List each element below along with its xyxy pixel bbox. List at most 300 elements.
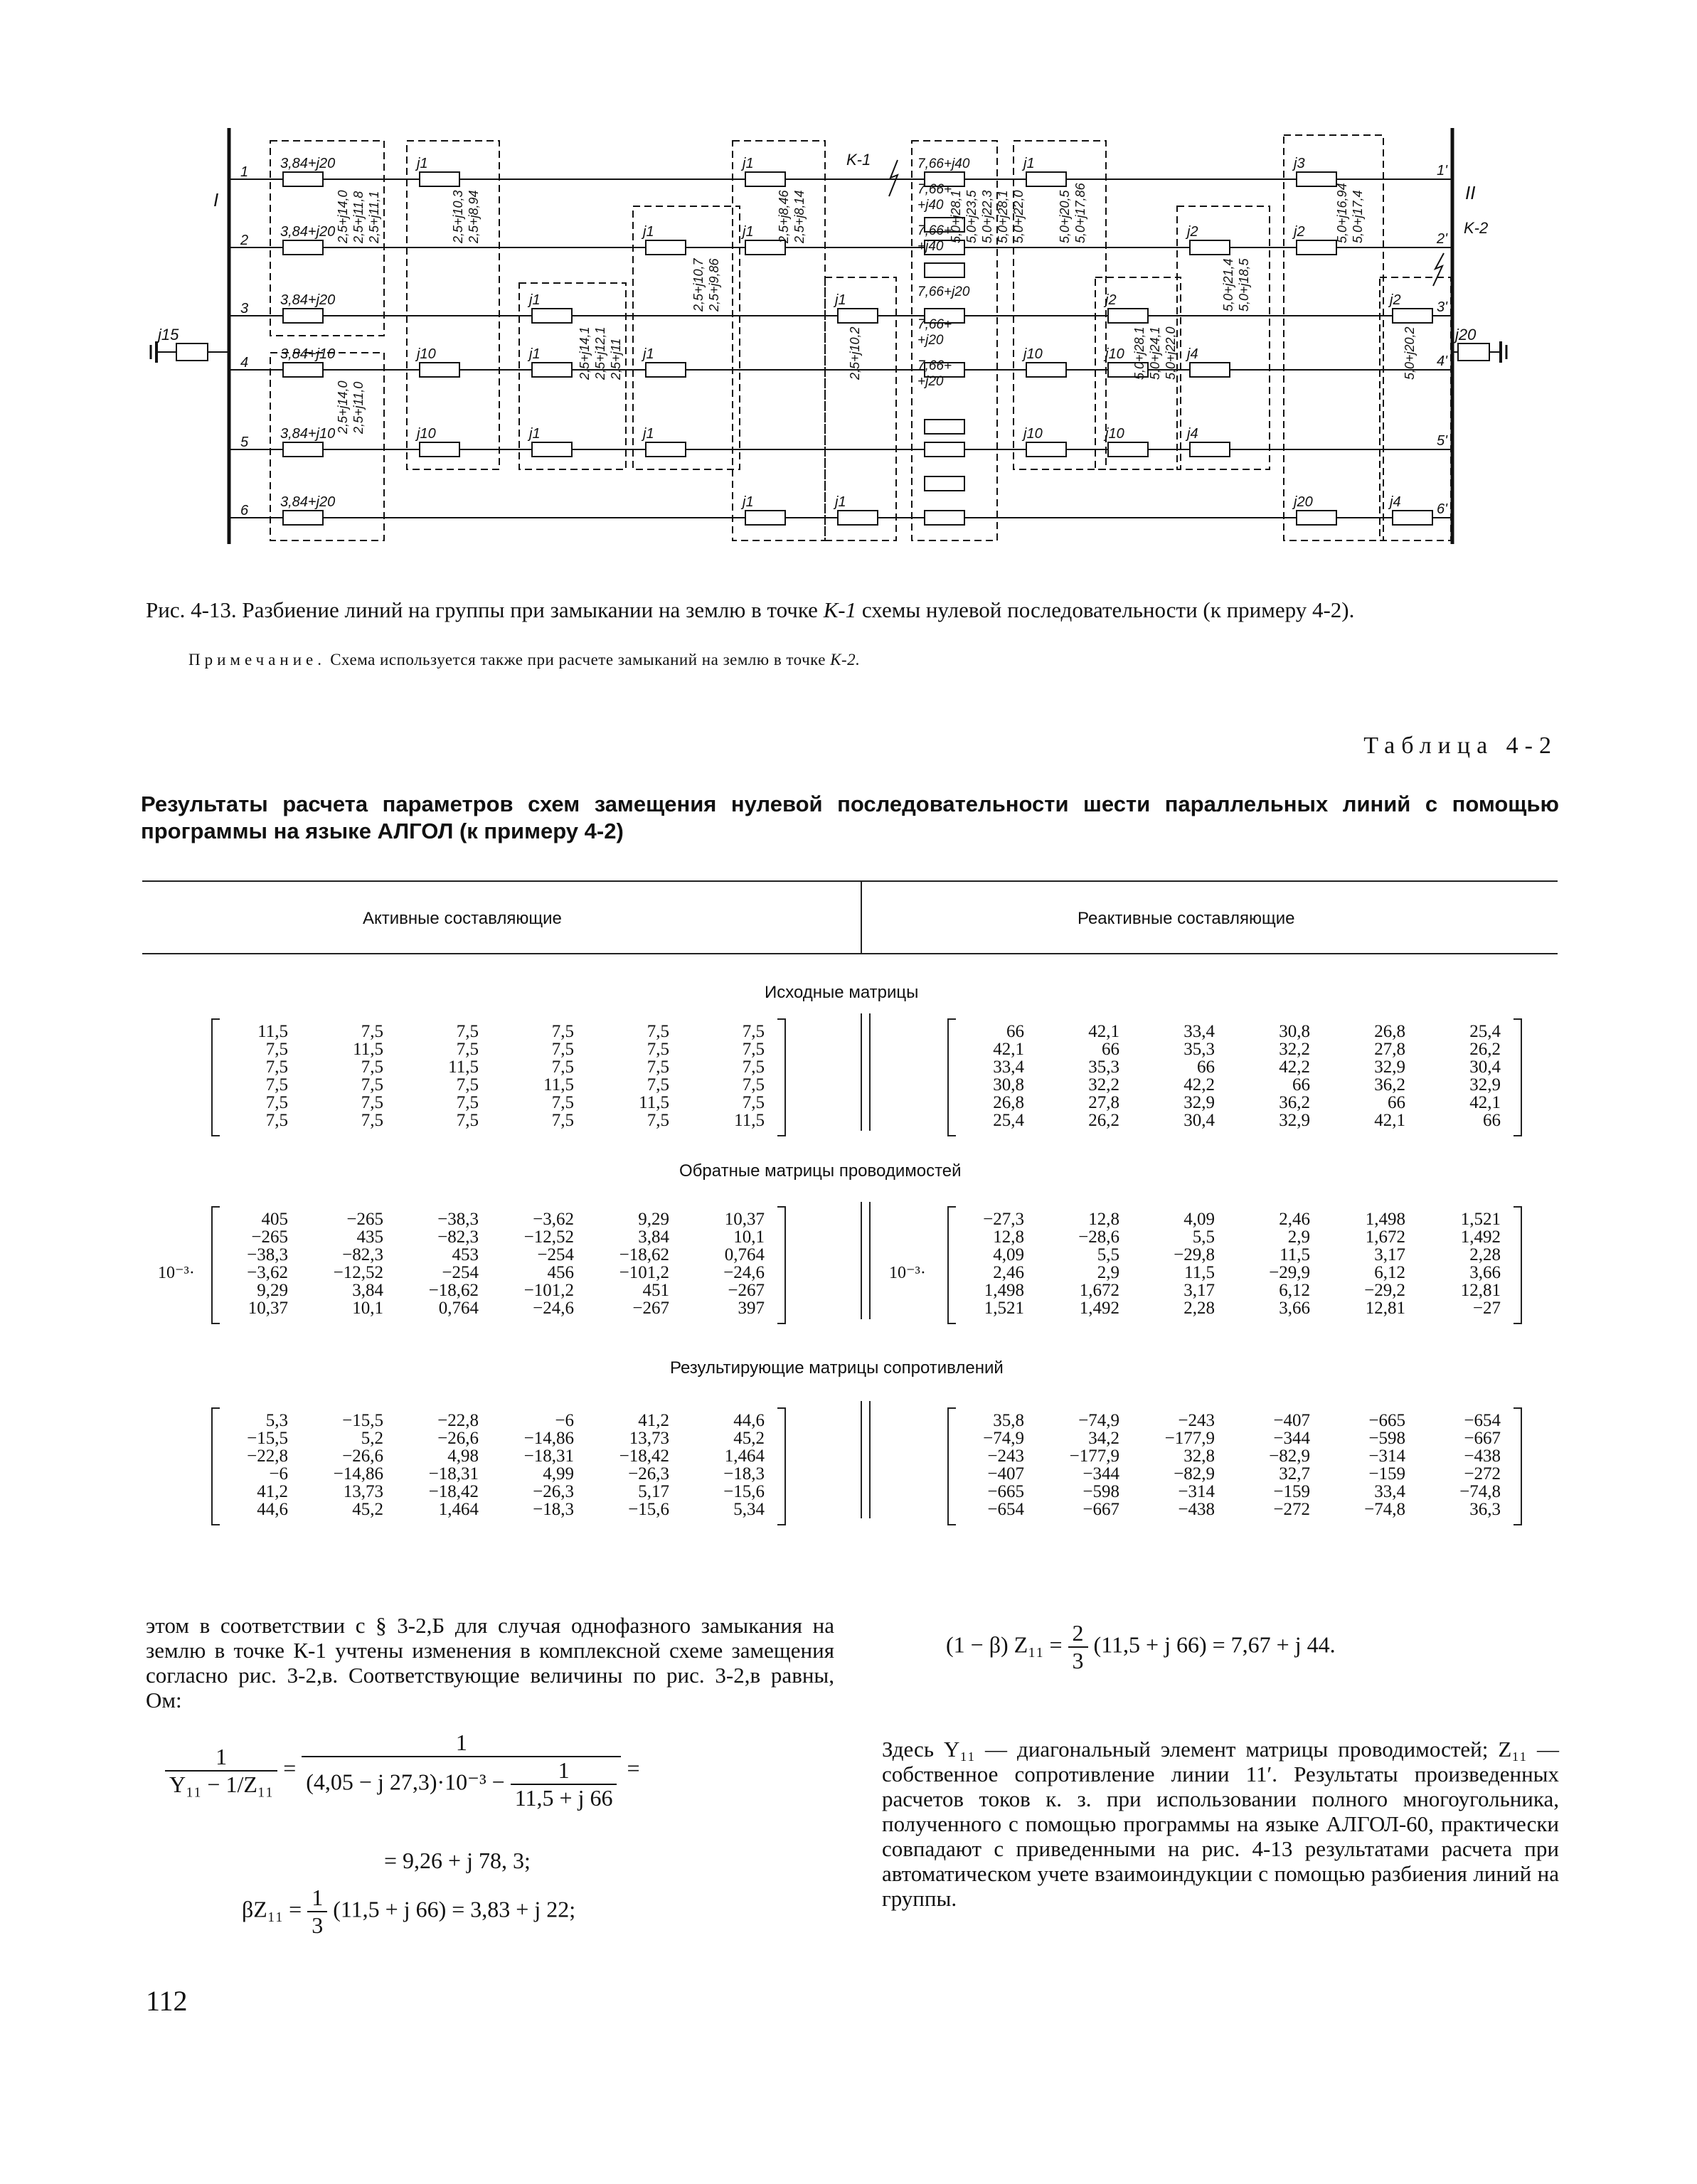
mutual-label: 2,5+j8,46 (777, 190, 791, 243)
matrix-cell: 7,5 (456, 1040, 479, 1059)
matrix-cell: 7,5 (647, 1040, 669, 1059)
matrix-cell: 1,492 (1460, 1227, 1501, 1247)
matrix-cell: −74,9 (1078, 1411, 1119, 1430)
matrix-cell: −243 (987, 1447, 1024, 1466)
resistor (1026, 442, 1066, 457)
matrix-cell: 7,5 (265, 1093, 288, 1112)
matrix-cell: 42,1 (1088, 1022, 1119, 1041)
resistor (925, 420, 964, 434)
line-number: 5 (240, 435, 249, 450)
matrix-cell: 4,09 (1183, 1210, 1215, 1229)
line-number-primed: 5' (1437, 433, 1447, 449)
bus-lines (151, 128, 1506, 544)
matrix-cell: 35,3 (1183, 1040, 1215, 1059)
matrix-row (231, 1210, 765, 1228)
scale-reactive: 10⁻³· (889, 1264, 926, 1282)
branch-label: j2 (1390, 292, 1401, 308)
matrix-cell: −29,2 (1364, 1281, 1405, 1300)
matrix-cell: 7,5 (647, 1111, 669, 1130)
matrix-cell: 66 (1483, 1111, 1501, 1130)
matrix-cell: 9,29 (638, 1210, 669, 1229)
matrix-cell: 7,5 (551, 1040, 574, 1059)
matrix-row (231, 1246, 765, 1264)
section-result: Результирующие матрицы сопротивлений (670, 1358, 1004, 1378)
resistor (420, 442, 459, 457)
branch-label: 7,66+ (917, 182, 952, 197)
matrix-cell: −6 (555, 1411, 574, 1430)
matrix-cell: 12,81 (1460, 1281, 1501, 1300)
f4-left: (1 − β) Z₁₁ = (946, 1631, 1063, 1658)
matrix-row (967, 1228, 1501, 1246)
f1-den2 (302, 1757, 621, 1811)
branch-label: j2 (1294, 224, 1305, 240)
matrix-row (967, 1299, 1501, 1317)
branch-label: j3 (1294, 156, 1305, 171)
matrix-cell: −26,6 (437, 1429, 479, 1448)
branch-label: j10 (417, 346, 436, 362)
matrix-cell: 7,5 (456, 1075, 479, 1094)
matrix-row (231, 1412, 765, 1429)
matrix-cell: 4,98 (447, 1447, 479, 1466)
matrix-cell: 7,5 (265, 1040, 288, 1059)
matrix-cell: 1,672 (1079, 1281, 1119, 1300)
branch-label: j4 (1390, 494, 1401, 510)
matrix-cell: 5,2 (361, 1429, 383, 1448)
matrix-cell: −18,62 (428, 1281, 479, 1300)
matrix-cell: −598 (1082, 1482, 1119, 1501)
matrix-cell: 66 (1006, 1022, 1024, 1041)
matrix-cell: −344 (1273, 1429, 1310, 1448)
matrix-cell: 5,3 (265, 1411, 288, 1430)
branch-label: +j20 (917, 374, 944, 389)
group-box (1014, 141, 1106, 469)
branch-label: j1 (1023, 156, 1035, 171)
matrix-separator (869, 1401, 871, 1518)
f1-inner-fraction (511, 1757, 617, 1811)
matrix-cell: −82,3 (437, 1227, 479, 1247)
mutual-label: 5,0+j20,5 (1058, 190, 1072, 243)
figure-caption (146, 597, 1561, 623)
matrix-cell: 30,4 (1183, 1111, 1215, 1130)
matrix-cell: −265 (346, 1210, 383, 1229)
f3-fraction (307, 1885, 327, 1939)
resistor (1026, 363, 1066, 377)
resistor (1297, 240, 1336, 255)
matrix-cell: −667 (1082, 1500, 1119, 1519)
mutual-label: 5,0+j21,4 (1221, 258, 1235, 311)
resistor (283, 442, 323, 457)
mutual-label: 2,5+j10,7 (691, 258, 706, 311)
matrix-cell: 7,5 (647, 1058, 669, 1077)
matrix-cell: 10,37 (248, 1299, 288, 1318)
matrix-cell: −29,9 (1269, 1263, 1310, 1282)
f3-den: 3 (312, 1912, 324, 1938)
matrix-m1-reactive (967, 1023, 1501, 1129)
source-left-label: j15 (158, 326, 179, 343)
matrix-cell: 44,6 (257, 1500, 288, 1519)
figure-note (188, 651, 1540, 669)
matrix-row (231, 1483, 765, 1501)
matrix-row (967, 1429, 1501, 1447)
matrix-cell: −314 (1178, 1482, 1215, 1501)
f4-fraction (1068, 1620, 1088, 1674)
matrix-cell: 32,7 (1279, 1464, 1310, 1483)
f4-den: 3 (1072, 1648, 1084, 1673)
note-text: Схема используется также при расчете замыканий на землю в точке (330, 651, 826, 668)
matrix-cell: 1,521 (984, 1299, 1024, 1318)
formula-3 (242, 1885, 575, 1939)
matrix-cell: 5,5 (1192, 1227, 1215, 1247)
matrix-cell: −27 (1472, 1299, 1501, 1318)
caption-text-2: схемы нулевой последовательности (к примеру 4-2). (861, 597, 1355, 622)
fault-k1-arrow (889, 160, 898, 196)
matrix-cell: 41,2 (638, 1411, 669, 1430)
diagram-labels (156, 151, 1488, 518)
mutual-label: 5,0+j17,86 (1073, 183, 1087, 243)
matrix-row (967, 1040, 1501, 1058)
matrix-cell: 11,5 (639, 1093, 669, 1112)
matrix-cell: −654 (987, 1500, 1024, 1519)
matrix-row (967, 1246, 1501, 1264)
f3-num: 1 (307, 1885, 327, 1912)
matrix-cell: 1,492 (1079, 1299, 1119, 1318)
resistor (532, 442, 572, 457)
matrix-cell: −14,86 (523, 1429, 574, 1448)
matrix-cell: 0,764 (724, 1245, 765, 1264)
matrix-cell: 7,5 (551, 1111, 574, 1130)
matrix-bracket-right (1514, 1018, 1522, 1136)
matrix-cell: −598 (1368, 1429, 1405, 1448)
resistor (1297, 511, 1336, 525)
matrix-bracket-right (777, 1407, 786, 1525)
resistor (420, 172, 459, 186)
matrix-cell: 7,5 (265, 1058, 288, 1077)
matrix-row (231, 1023, 765, 1040)
mutual-label: 5,0+j22,0 (1011, 190, 1026, 243)
f1-inner-num: 1 (511, 1757, 617, 1785)
branch-label: 3,84+j10 (280, 426, 336, 442)
matrix-cell: −267 (728, 1281, 765, 1300)
mutual-label: 2,5+j11 (609, 338, 623, 380)
matrix-cell: 42,2 (1279, 1058, 1310, 1077)
matrix-cell: −265 (251, 1227, 288, 1247)
matrix-row (231, 1501, 765, 1518)
matrix-bracket-left (947, 1018, 956, 1136)
matrix-cell: 12,8 (1088, 1210, 1119, 1229)
matrix-cell: 11,5 (257, 1022, 288, 1041)
matrix-row (967, 1412, 1501, 1429)
branch-label: +j40 (917, 198, 944, 213)
matrix-row (967, 1023, 1501, 1040)
matrix-cell: 42,1 (1374, 1111, 1405, 1130)
matrix-cell: −27,3 (983, 1210, 1024, 1229)
line-number: 6 (240, 503, 249, 518)
matrix-cell: 41,2 (257, 1482, 288, 1501)
matrix-cell: 3,84 (638, 1227, 669, 1247)
matrix-cell: 7,5 (265, 1111, 288, 1130)
mutual-label: 2,5+j10,2 (848, 326, 862, 380)
f1-eq-a: = (283, 1754, 297, 1781)
matrix-cell: −29,8 (1174, 1245, 1215, 1264)
col-head-active: Активные составляющие (363, 909, 562, 928)
matrix-cell: 3,17 (1374, 1245, 1405, 1264)
matrix-cell: 32,2 (1088, 1075, 1119, 1094)
line-number: 4 (240, 355, 249, 371)
matrix-cell: 11,5 (1280, 1245, 1310, 1264)
f3-left: βZ₁₁ = (242, 1896, 302, 1922)
resistor (532, 363, 572, 377)
matrix-cell: −665 (987, 1482, 1024, 1501)
f3-right: (11,5 + j 66) = 3,83 + j 22; (333, 1896, 576, 1922)
branch-label: 3,84+j20 (280, 292, 336, 308)
matrix-cell: −407 (1273, 1411, 1310, 1430)
branch-label: j1 (643, 224, 654, 240)
mutual-label: 2,5+j8,14 (792, 190, 807, 243)
branch-label: 7,66+j20 (917, 284, 970, 299)
matrix-cell: −15,5 (342, 1411, 383, 1430)
caption-label: Рис. 4-13. (146, 597, 237, 622)
matrix-cell: 32,9 (1279, 1111, 1310, 1130)
resistor (532, 309, 572, 323)
branch-label: j1 (743, 156, 754, 171)
mutual-label: 5,0+j28,1 (996, 190, 1010, 243)
mutual-label: 2,5+j9,86 (707, 258, 721, 311)
matrix-cell: 7,5 (456, 1111, 479, 1130)
branch-label: j1 (529, 426, 541, 442)
resistor (1297, 172, 1336, 186)
matrix-cell: 2,46 (1279, 1210, 1310, 1229)
matrix-cell: −407 (987, 1464, 1024, 1483)
matrix-cell: 10,1 (352, 1299, 383, 1318)
mutual-label: 2,5+j11,8 (351, 191, 366, 243)
branch-label: 7,66+j40 (917, 156, 970, 171)
branch-label: j4 (1187, 426, 1198, 442)
matrix-cell: 36,3 (1469, 1500, 1501, 1519)
matrix-cell: −3,62 (533, 1210, 574, 1229)
mutual-label: 2,5+j8,94 (467, 190, 481, 243)
line-number-primed: 4' (1437, 353, 1447, 369)
resistor (1026, 172, 1066, 186)
mutual-label: 5,0+j24,1 (1148, 326, 1162, 380)
resistor (1190, 442, 1230, 457)
matrix-cell: 45,2 (733, 1429, 765, 1448)
matrix-cell: 26,8 (1374, 1022, 1405, 1041)
resistor (1393, 511, 1432, 525)
branch-label: j2 (1187, 224, 1198, 240)
branch-label: j20 (1294, 494, 1313, 510)
matrix-cell: 32,2 (1279, 1040, 1310, 1059)
matrix-m3-reactive (967, 1412, 1501, 1518)
matrix-separator (861, 1202, 862, 1319)
matrix-cell: −26,3 (533, 1482, 574, 1501)
matrix-bracket-right (1514, 1407, 1522, 1525)
branch-label: j1 (529, 292, 541, 308)
matrix-cell: 32,9 (1469, 1075, 1501, 1094)
resistor (925, 476, 964, 491)
matrix-cell: −667 (1464, 1429, 1501, 1448)
matrix-cell: 4,09 (993, 1245, 1024, 1264)
matrix-cell: −82,9 (1269, 1447, 1310, 1466)
matrix-cell: 32,9 (1374, 1058, 1405, 1077)
matrix-cell: 33,4 (1183, 1022, 1215, 1041)
matrix-cell: −22,8 (247, 1447, 288, 1466)
mutual-label: 2,5+j10,3 (451, 190, 465, 243)
matrix-separator (869, 1013, 871, 1131)
matrix-cell: −665 (1368, 1411, 1405, 1430)
matrix-cell: −38,3 (437, 1210, 479, 1229)
matrix-cell: 2,9 (1287, 1227, 1310, 1247)
resistor (1190, 363, 1230, 377)
formula-2: = 9,26 + j 78, 3; (384, 1848, 531, 1873)
branch-label: j1 (743, 224, 754, 240)
matrix-cell: 0,764 (438, 1299, 479, 1318)
matrix-cell: −18,31 (523, 1447, 574, 1466)
matrix-cell: 66 (1102, 1040, 1119, 1059)
matrix-cell: −18,3 (533, 1500, 574, 1519)
matrix-cell: 12,81 (1365, 1299, 1405, 1318)
matrix-cell: 451 (642, 1281, 669, 1300)
group-box (407, 141, 499, 469)
matrix-row (231, 1228, 765, 1246)
matrix-cell: 13,73 (343, 1482, 383, 1501)
matrix-cell: −15,6 (723, 1482, 765, 1501)
f4-right: (11,5 + j 66) = 7,67 + j 44. (1093, 1631, 1336, 1658)
matrix-bracket-right (777, 1206, 786, 1324)
matrix-cell: 5,5 (1097, 1245, 1119, 1264)
mutual-label: 2,5+j14,1 (578, 326, 592, 380)
matrix-cell: −177,9 (1069, 1447, 1119, 1466)
matrix-cell: 42,1 (1469, 1093, 1501, 1112)
matrix-cell: 27,8 (1374, 1040, 1405, 1059)
matrix-cell: −438 (1464, 1447, 1501, 1466)
line-number: 1 (240, 164, 249, 180)
matrix-cell: 7,5 (361, 1111, 383, 1130)
matrix-cell: 1,498 (1365, 1210, 1405, 1229)
matrix-cell: −18,3 (723, 1464, 765, 1483)
matrix-row (231, 1282, 765, 1299)
matrix-cell: 6,12 (1374, 1263, 1405, 1282)
matrix-bracket-left (947, 1407, 956, 1525)
matrix-cell: −177,9 (1164, 1429, 1215, 1448)
f1-num: 1 (165, 1744, 277, 1772)
matrix-cell: −159 (1368, 1464, 1405, 1483)
matrix-cell: 26,2 (1088, 1111, 1119, 1130)
matrix-row (967, 1210, 1501, 1228)
matrix-row (231, 1447, 765, 1465)
matrix-row (231, 1299, 765, 1317)
matrix-cell: 7,5 (647, 1075, 669, 1094)
matrix-cell: 45,2 (352, 1500, 383, 1519)
line-number-primed: 2' (1437, 231, 1447, 247)
matrix-cell: 42,2 (1183, 1075, 1215, 1094)
resistor (925, 263, 964, 277)
resistor (283, 309, 323, 323)
matrix-bracket-left (947, 1206, 956, 1324)
matrix-cell: 7,5 (647, 1022, 669, 1041)
branch-label: j10 (417, 426, 436, 442)
bus-right-label: II (1465, 182, 1476, 203)
matrix-cell: −12,52 (523, 1227, 574, 1247)
matrix-cell: −74,9 (983, 1429, 1024, 1448)
matrix-separator (869, 1202, 871, 1319)
section-inverse: Обратные матрицы проводимостей (679, 1161, 962, 1181)
f1-right-fraction (302, 1730, 621, 1811)
branch-label: j1 (643, 426, 654, 442)
matrix-cell: 33,4 (1374, 1482, 1405, 1501)
branch-label: j4 (1187, 346, 1198, 362)
matrix-cell: 30,8 (993, 1075, 1024, 1094)
branch-label: j1 (835, 494, 846, 510)
matrix-row (231, 1465, 765, 1483)
matrix-cell: −159 (1273, 1482, 1310, 1501)
matrix-row (967, 1264, 1501, 1282)
branch-label: 3,84+j20 (280, 494, 336, 510)
resistor (838, 511, 878, 525)
matrix-cell: 4,99 (543, 1464, 574, 1483)
mutual-label: 2,5+j14,0 (336, 380, 350, 434)
branch-label: j2 (1105, 292, 1117, 308)
matrix-cell: 36,2 (1374, 1075, 1405, 1094)
matrix-cell: 2,9 (1097, 1263, 1119, 1282)
matrix-m2-reactive (967, 1210, 1501, 1317)
branch-label: j10 (1023, 346, 1043, 362)
branch-label: 7,66+ (917, 317, 952, 332)
matrix-cell: 44,6 (733, 1411, 765, 1430)
mutual-label: 5,0+j28,1 (949, 190, 963, 243)
mutual-label: 5,0+j22,0 (1164, 326, 1178, 380)
matrix-cell: 32,9 (1183, 1093, 1215, 1112)
table-head-separator (861, 880, 862, 953)
resistor (745, 172, 785, 186)
matrix-row (231, 1429, 765, 1447)
resistor (745, 511, 785, 525)
matrix-cell: 6,12 (1279, 1281, 1310, 1300)
matrix-cell: 35,8 (993, 1411, 1024, 1430)
matrix-row (231, 1264, 765, 1282)
matrix-cell: 435 (356, 1227, 383, 1247)
resistor (838, 309, 878, 323)
matrix-cell: −654 (1464, 1411, 1501, 1430)
matrix-cell: 7,5 (265, 1075, 288, 1094)
mutual-label: 5,0+j20,2 (1403, 326, 1417, 380)
matrix-cell: 33,4 (993, 1058, 1024, 1077)
note-label: Примечание. (188, 651, 326, 668)
resistor (283, 511, 323, 525)
matrix-cell: 34,2 (1088, 1429, 1119, 1448)
mutual-label: 5,0+j16,94 (1335, 183, 1349, 243)
mutual-label: 5,0+j28,1 (1132, 326, 1147, 380)
matrix-cell: 26,8 (993, 1093, 1024, 1112)
matrix-row (231, 1094, 765, 1112)
matrix-row (231, 1076, 765, 1094)
matrix-cell: 27,8 (1088, 1093, 1119, 1112)
resistor (1108, 442, 1148, 457)
matrix-cell: 11,5 (448, 1058, 479, 1077)
f1-den2a: (4,05 − j 27,3)·10⁻³ − (306, 1769, 505, 1795)
matrix-cell: 11,5 (1184, 1263, 1215, 1282)
matrix-cell: 453 (452, 1245, 479, 1264)
matrix-cell: 66 (1292, 1075, 1310, 1094)
resistor (1190, 240, 1230, 255)
resistor (283, 363, 323, 377)
matrix-cell: −74,8 (1459, 1482, 1501, 1501)
matrix-cell: 3,66 (1279, 1299, 1310, 1318)
branch-label: j10 (1105, 346, 1124, 362)
matrix-row (967, 1076, 1501, 1094)
matrix-cell: −22,8 (437, 1411, 479, 1430)
matrix-cell: −3,62 (247, 1263, 288, 1282)
matrix-cell: 7,5 (361, 1093, 383, 1112)
